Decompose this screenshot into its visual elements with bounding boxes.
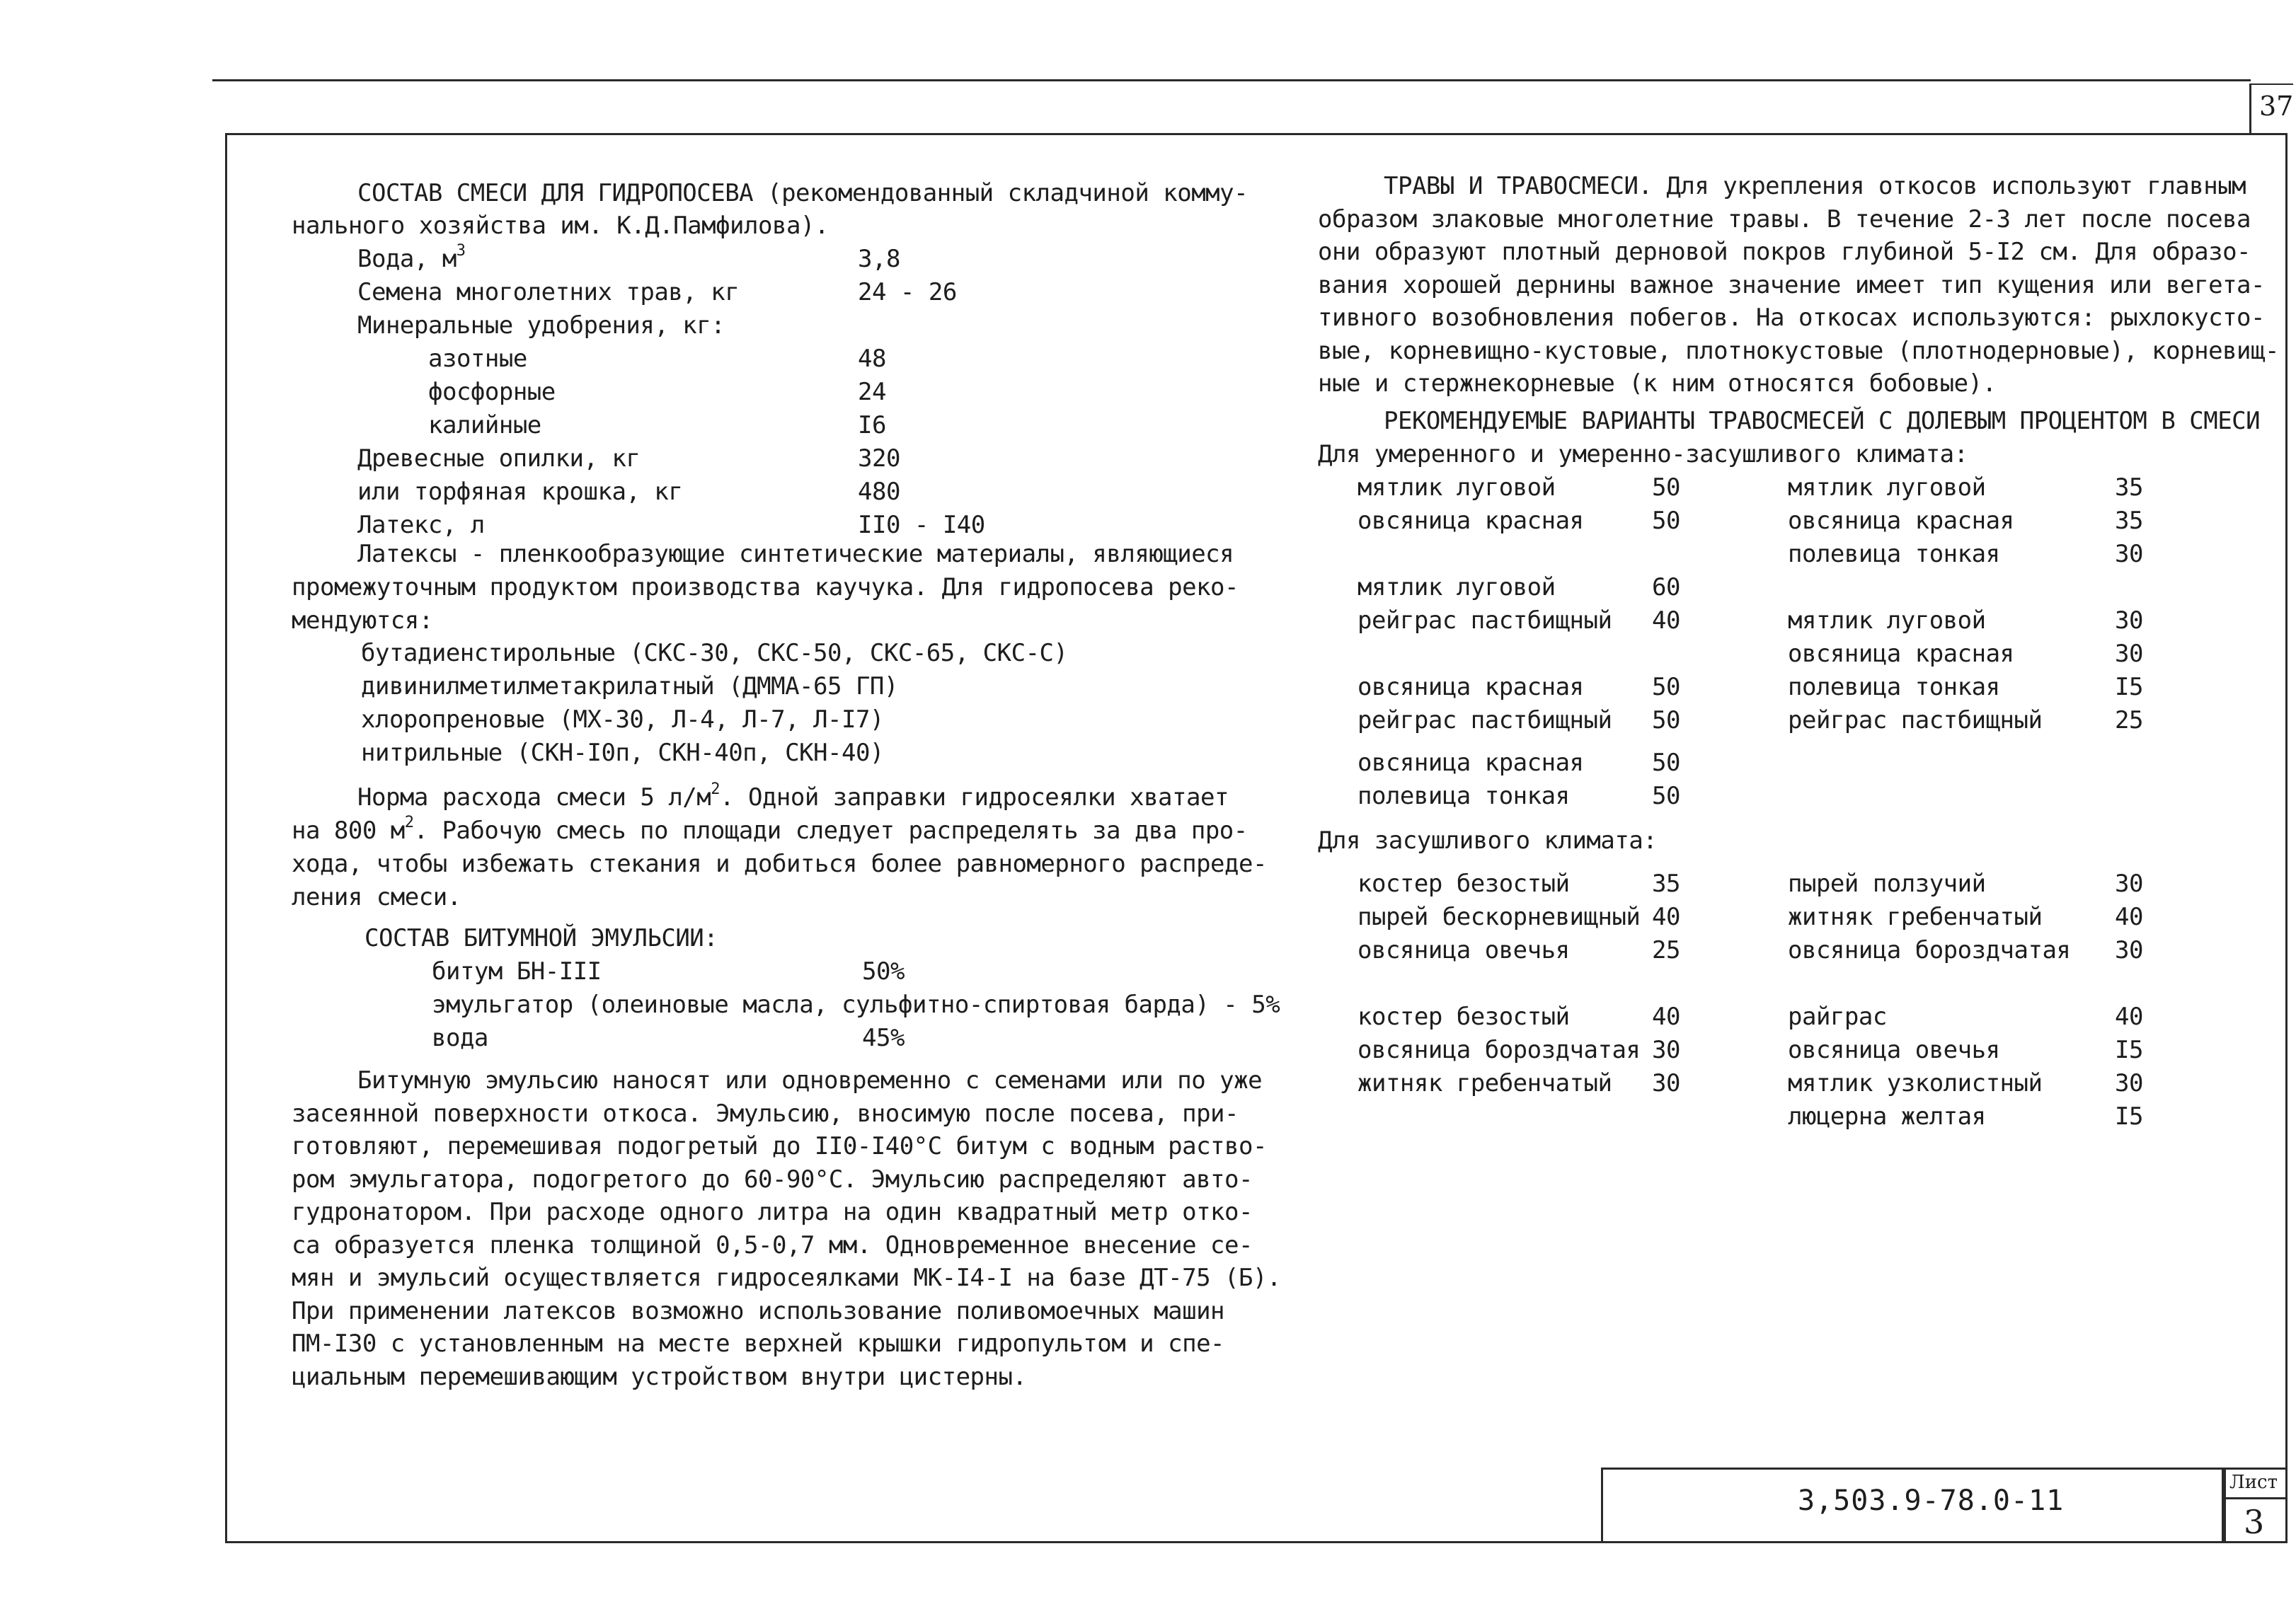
page-number: 37	[2259, 91, 2294, 122]
mix-item-value: 320	[858, 444, 900, 473]
grass-line: вые, корневищно-кустовые, плотнокустовые (плотнодерновые), корневищ-	[1318, 336, 2279, 365]
mix-item-label	[357, 276, 739, 309]
grass-line: ТРАВЫ И ТРАВОСМЕСИ. Для укрепления откосов используют главным	[1384, 172, 2246, 200]
grass-name: мятлик узколистный	[1788, 1069, 2043, 1097]
mix-item-value: 480	[858, 478, 900, 506]
grass-name: житняк гребенчатый	[1357, 1069, 1612, 1097]
grass-percent: 30	[2115, 936, 2143, 964]
grass-name: мятлик луговой	[1788, 606, 1986, 635]
mix-item-text: азотные	[428, 345, 527, 373]
grass-percent: I5	[2115, 1102, 2143, 1131]
grass-name: райграс	[1788, 1003, 1887, 1031]
top-rule-right	[2251, 83, 2293, 85]
bitumen-title: СОСТАВ БИТУМНОЙ ЭМУЛЬСИИ:	[365, 924, 718, 952]
grass-percent: 50	[1652, 706, 1680, 734]
grass-percent: 30	[2115, 1069, 2143, 1097]
grass-percent: 25	[2115, 706, 2143, 734]
latex-paragraph-line-3: мендуются:	[292, 606, 433, 635]
emulsion-line: мян и эмульсий осуществляется гидросеялками МК-I4-I на базе ДТ-75 (Б).	[292, 1264, 1281, 1292]
grass-name: овсяница красная	[1357, 507, 1584, 535]
emulsion-line: ПМ-I30 с установленным на месте верхней крышки гидропультом и спе-	[292, 1330, 1225, 1358]
mix-item-label	[428, 376, 556, 409]
latex-paragraph-line-2: промежуточным продуктом производства каучука. Для гидропосева реко-	[292, 573, 1239, 601]
mix-item-label	[357, 243, 466, 276]
grass-percent: 35	[2115, 507, 2143, 535]
emulsion-line: ром эмульгатора, подогретого до 60-90°С. Эмульсию распределяют авто-	[292, 1165, 1253, 1194]
grass-percent: 30	[2115, 640, 2143, 668]
sheet-label: Лист	[2229, 1472, 2278, 1493]
latex-list-item: дивинилметилметакрилатный (ДММА-65 ГП)	[361, 672, 898, 701]
bitumen-item-label: эмульгатор (олеиновые масла, сульфитно-спиртовая барда) - 5%	[432, 991, 1280, 1019]
emulsion-line: гудронатором. При расходе одного литра на один квадратный метр отко-	[292, 1198, 1253, 1226]
grass-name: житняк гребенчатый	[1788, 903, 2043, 931]
mix-item-sup: 3	[456, 241, 466, 260]
latex-list-item: бутадиенстирольные (СКС-30, СКС-50, СКС-65, СКС-С)	[361, 639, 1068, 667]
emulsion-line: циальным перемешивающим устройством внутри цистерны.	[292, 1362, 1027, 1391]
mix-item-text: калийные	[428, 411, 541, 439]
emulsion-line: готовляют, перемешивая подогретый до II0-I40°С битум с водным раство-	[292, 1132, 1267, 1160]
mix-title-cont: нального хозяйства им. К.Д.Памфилова).	[292, 212, 829, 240]
grass-line: они образуют плотный дерновой покров глубиной 5-I2 см. Для образо-	[1318, 238, 2251, 266]
norm-line-3: хода, чтобы избежать стекания и добиться более равномерного распреде-	[292, 850, 1267, 878]
grass-percent: 35	[2115, 473, 2143, 502]
grass-name: костер безостый	[1357, 1003, 1570, 1031]
grass-percent: 25	[1652, 936, 1680, 964]
grass-percent: 50	[1652, 673, 1680, 701]
grass-percent: 50	[1652, 473, 1680, 502]
grass-name: костер безостый	[1357, 870, 1570, 898]
mix-item-text: Семена многолетних трав, кг	[357, 278, 740, 306]
bitumen-item-value: 45%	[862, 1024, 905, 1052]
grass-percent: 30	[2115, 540, 2143, 568]
mix-item-label	[357, 509, 485, 542]
grass-name: пырей бескорневищный	[1357, 903, 1641, 931]
mix-item-value: 3,8	[858, 245, 900, 273]
mix-item-text: Латекс, л	[357, 511, 485, 539]
mix-item-value: II0 - I40	[858, 511, 985, 539]
grass-line: тивного возобновления побегов. На откосах используются: рыхлокусто-	[1318, 304, 2265, 332]
grass-percent: 50	[1652, 507, 1680, 535]
mix-item-text: фосфорные	[428, 378, 556, 406]
doc-code: 3,503.9-78.0-11	[1798, 1484, 2065, 1517]
grass-name: мятлик луговой	[1357, 473, 1556, 502]
mix-item-label	[357, 309, 725, 342]
bitumen-item-label: битум БН-III	[432, 957, 602, 986]
mix-item-text: Минеральные удобрения, кг:	[357, 311, 725, 340]
grass-percent: 30	[2115, 870, 2143, 898]
grass-name: пырей ползучий	[1788, 870, 1986, 898]
grass-name: мятлик луговой	[1788, 473, 1986, 502]
grass-line: вания хорошей дернины важное значение имеет тип кущения или вегета-	[1318, 270, 2265, 299]
mix-item-text: Вода, м	[357, 245, 457, 273]
latex-paragraph-line-1: Латексы - пленкообразующие синтетические материалы, являющиеся	[357, 540, 1234, 568]
latex-list-item: хлоропреновые (МХ-30, Л-4, Л-7, Л-I7)	[361, 705, 884, 734]
mix-title: СОСТАВ СМЕСИ ДЛЯ ГИДРОПОСЕВА (рекомендованный складчиной комму-	[357, 179, 1249, 207]
grass-name: рейграс пастбищный	[1788, 706, 2043, 734]
latex-list-item: нитрильные (СКН-I0п, СКН-40п, СКН-40)	[361, 739, 884, 767]
grass-percent: 50	[1652, 782, 1680, 810]
grass-name: овсяница красная	[1788, 507, 2014, 535]
mix-item-label	[428, 409, 541, 442]
page-number-divider	[2249, 83, 2251, 133]
grass-percent: 50	[1652, 749, 1680, 777]
mix-item-label	[357, 475, 682, 509]
norm-line-4: ления смеси.	[292, 883, 461, 911]
arid-title: Для засушливого климата:	[1318, 826, 1658, 855]
grass-name: полевица тонкая	[1788, 540, 2000, 568]
grass-name: рейграс пастбищный	[1357, 606, 1612, 635]
grass-name: овсяница бороздчатая	[1788, 936, 2071, 964]
grass-percent: 40	[2115, 1003, 2143, 1031]
mix-item-value: I6	[858, 411, 886, 439]
top-rule	[212, 79, 2251, 81]
grass-percent: 40	[1652, 903, 1680, 931]
grass-name: полевица тонкая	[1788, 673, 2000, 701]
temperate-title: Для умеренного и умеренно-засушливого климата:	[1318, 440, 1968, 468]
variants-title: РЕКОМЕНДУЕМЫЕ ВАРИАНТЫ ТРАВОСМЕСЕЙ С ДОЛЕВЫМ ПРОЦЕНТОМ В СМЕСИ	[1384, 407, 2261, 435]
grass-name: овсяница красная	[1357, 749, 1584, 777]
grass-percent: 30	[1652, 1036, 1680, 1064]
mix-item-label	[357, 442, 640, 475]
grass-percent: 40	[2115, 903, 2143, 931]
grass-name: овсяница бороздчатая	[1357, 1036, 1641, 1064]
grass-name: овсяница красная	[1357, 673, 1584, 701]
grass-percent: I5	[2115, 673, 2143, 701]
bitumen-item-value: 50%	[862, 957, 905, 986]
grass-name: люцерна желтая	[1788, 1102, 1986, 1131]
mix-item-value: 24	[858, 378, 886, 406]
emulsion-line: засеянной поверхности откоса. Эмульсию, вносимую после посева, при-	[292, 1099, 1239, 1128]
grass-percent: I5	[2115, 1036, 2143, 1064]
grass-line: образом злаковые многолетние травы. В течение 2-3 лет после посева	[1318, 204, 2251, 234]
mix-item-text: Древесные опилки, кг	[357, 444, 641, 473]
grass-percent: 30	[2115, 606, 2143, 635]
grass-percent: 30	[1652, 1069, 1680, 1097]
emulsion-line: Битумную эмульсию наносят или одновременно с семенами или по уже	[357, 1066, 1263, 1095]
grass-name: рейграс пастбищный	[1357, 706, 1612, 734]
grass-percent: 60	[1652, 573, 1680, 601]
mix-item-text: или торфяная крошка, кг	[357, 478, 683, 506]
grass-name: овсяница овечья	[1788, 1036, 2000, 1064]
emulsion-line: са образуется пленка толщиной 0,5-0,7 мм. Одновременное внесение се-	[292, 1230, 1253, 1259]
grass-percent: 40	[1652, 1003, 1680, 1031]
grass-line: ные и стержнекорневые (к ним относятся бобовые).	[1318, 369, 1997, 398]
norm-line-2: на 800 $м^2$. Рабочую смесь по площади следует распределять за два про-	[292, 813, 1248, 845]
grass-name: мятлик луговой	[1357, 573, 1556, 601]
grass-name: полевица тонкая	[1357, 782, 1570, 810]
norm-line-1: Норма расхода смеси 5 $л/м^2$. Одной заправки гидросеялки хватает	[357, 780, 1229, 812]
grass-percent: 40	[1652, 606, 1680, 635]
bitumen-item-label: вода	[432, 1024, 488, 1052]
grass-percent: 35	[1652, 870, 1680, 898]
grass-name: овсяница красная	[1788, 640, 2014, 668]
grass-name: овсяница овечья	[1357, 936, 1570, 964]
mix-item-value: 48	[858, 345, 886, 373]
mix-item-label	[428, 342, 527, 376]
emulsion-line: При применении латексов возможно использование поливомоечных машин	[292, 1296, 1225, 1325]
sheet-number: 3	[2244, 1503, 2265, 1541]
sheet-box-divider	[2224, 1497, 2288, 1499]
mix-item-value: 24 - 26	[858, 278, 957, 306]
